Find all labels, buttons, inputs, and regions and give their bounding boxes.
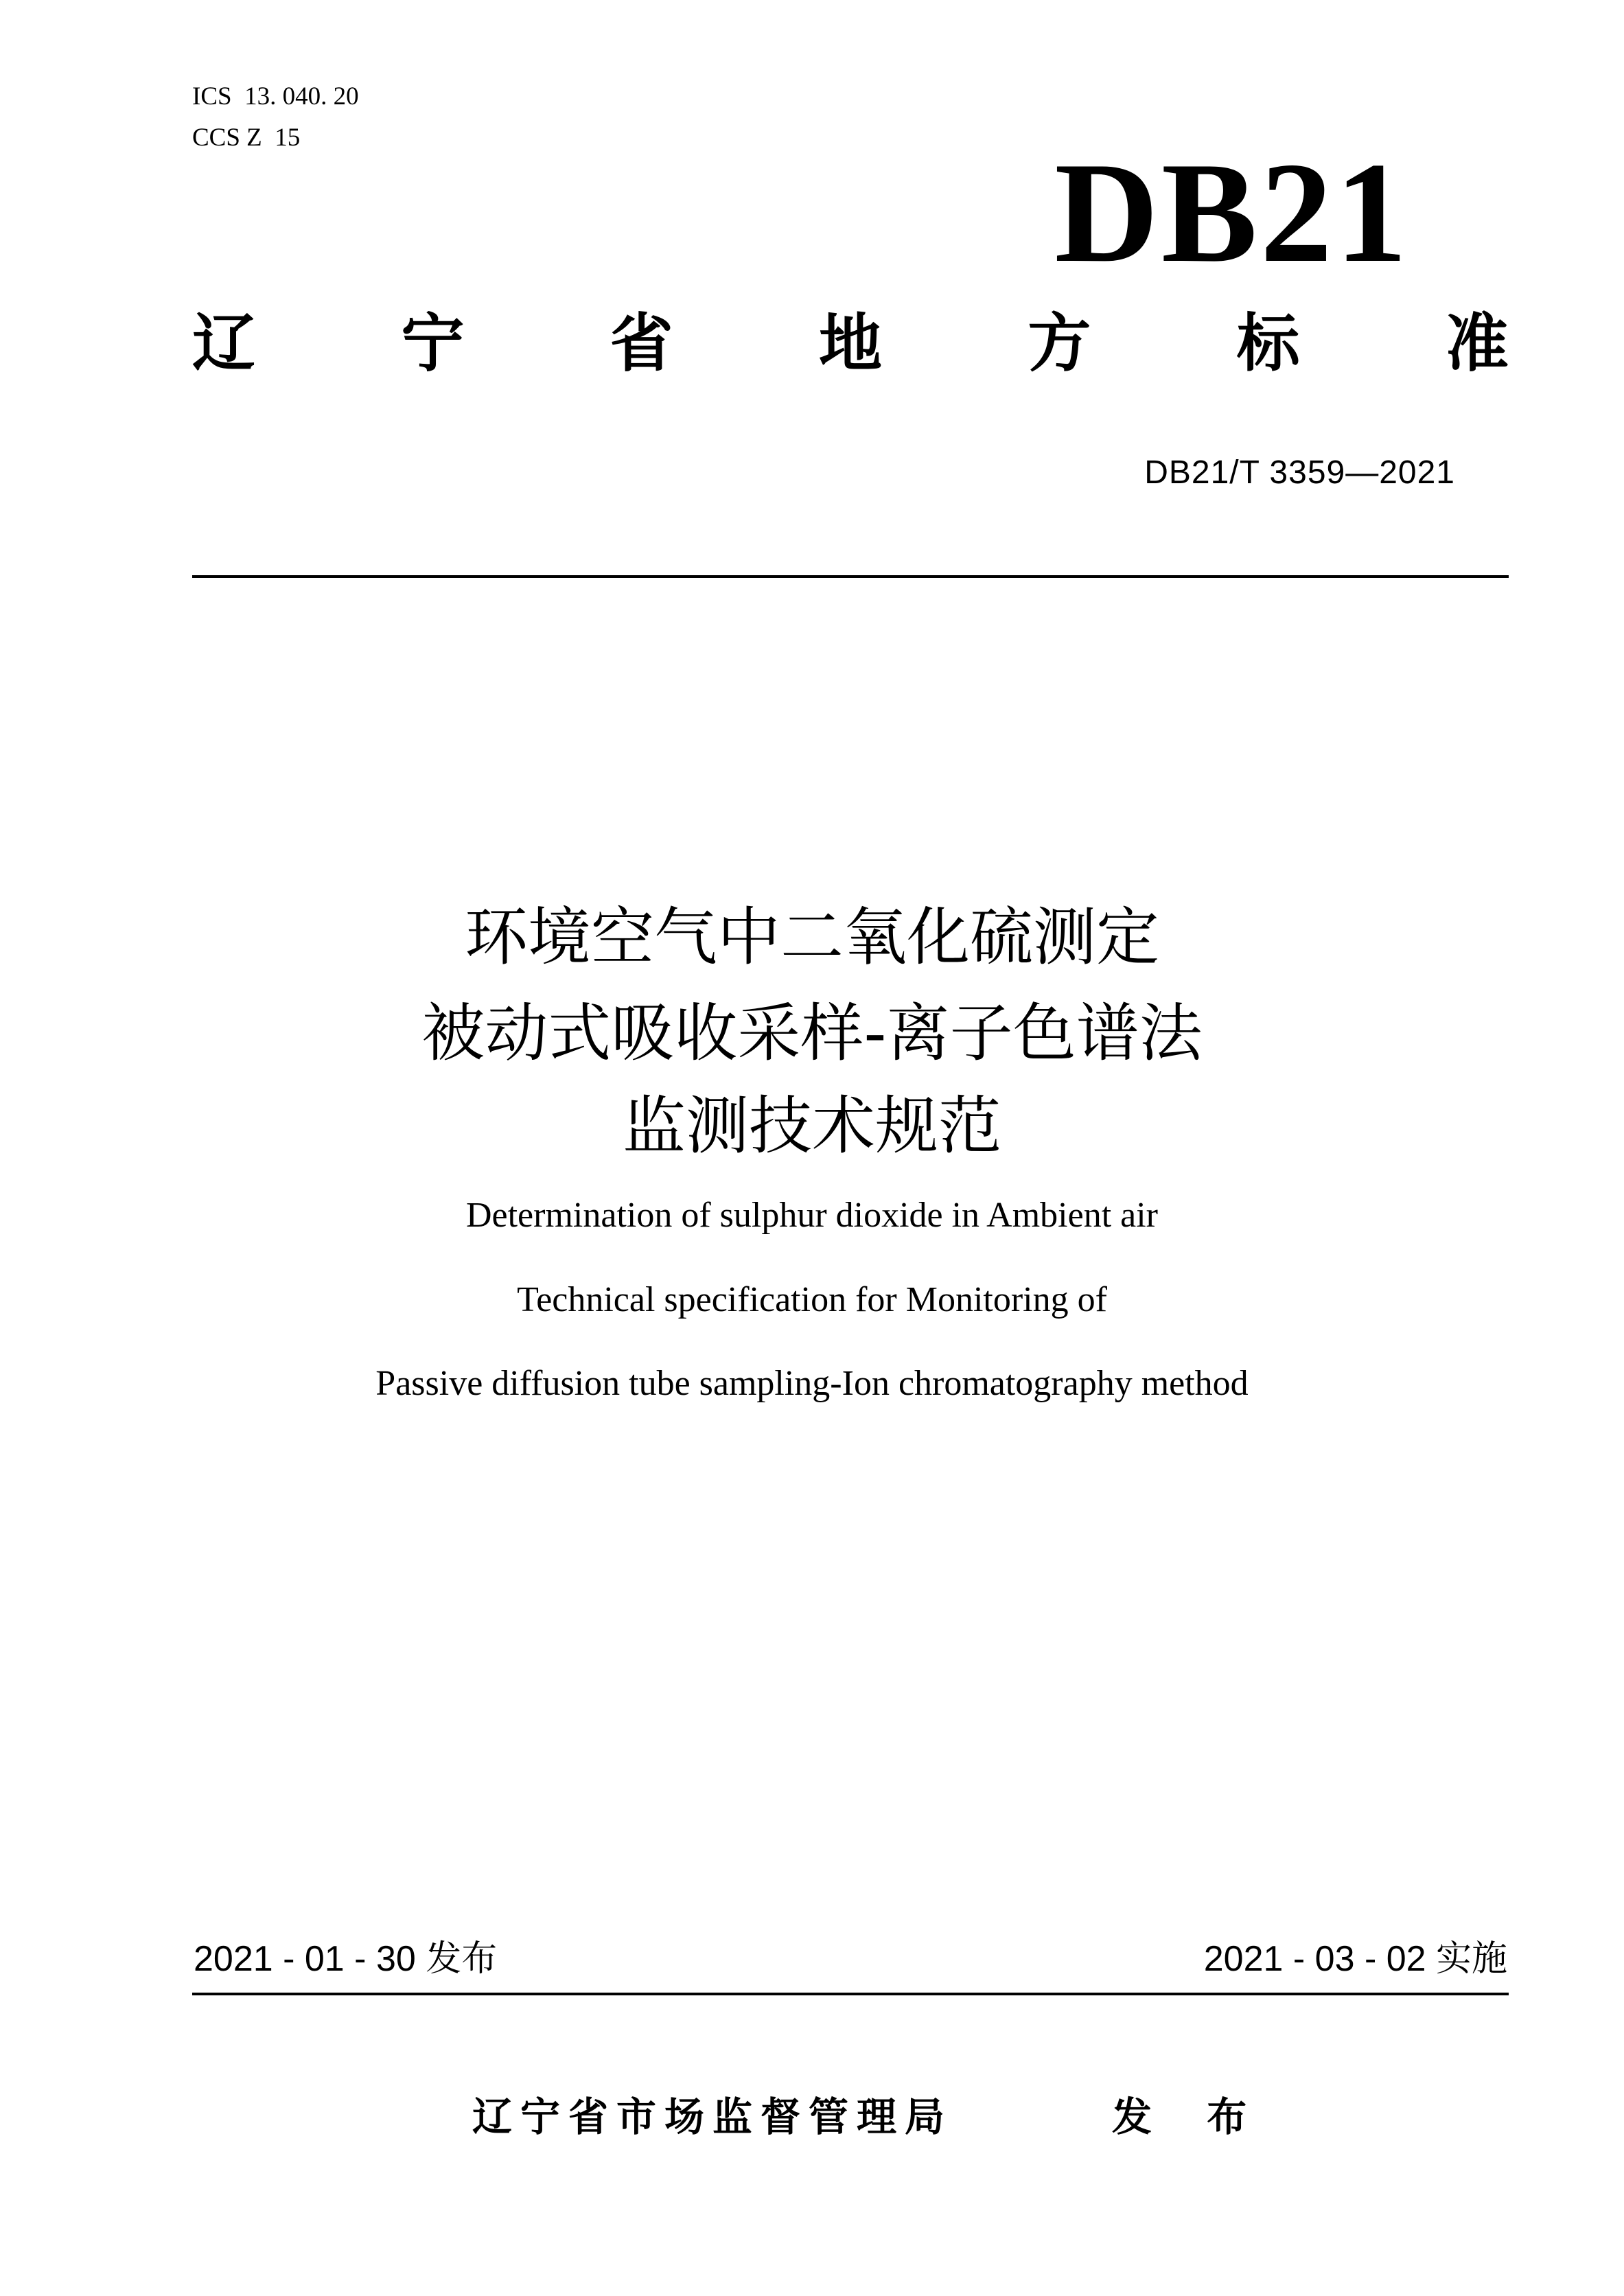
title-zh-line-1: 环境空气中二氧化硫测定 [464,901,1159,974]
title-en-line-2: Technical specification for Monitoring of [517,1280,1107,1319]
standard-type-char: 省 [610,307,673,380]
title-zh-line-2: 被动式吸收采样-离子色谱法 [421,997,1203,1070]
title-zh-line-3: 监测技术规范 [622,1089,1001,1163]
issuing-authority: 辽宁省市场监督管理局 [472,2094,953,2140]
standard-type-char: 地 [818,307,882,380]
title-en-line-1: Determination of sulphur dioxide in Ambient air [465,1196,1159,1235]
standard-number: DB21/T 3359—2021 [1144,454,1455,491]
publish-date: 2021 - 01 - 30 发布 [194,1939,498,1979]
standard-type-char: 方 [1028,307,1091,380]
standard-type-heading [192,307,1509,380]
top-divider [192,575,1509,578]
bottom-divider [192,1993,1509,1995]
standard-type-char: 宁 [401,307,465,380]
standard-type-char: 标 [1236,307,1300,380]
standard-type-char: 辽 [192,307,256,380]
standard-type-char: 准 [1445,307,1509,380]
issue-label: 发 布 [1112,2094,1268,2140]
implementation-date: 2021 - 03 - 02 实施 [1203,1939,1507,1979]
title-en-line-3: Passive diffusion tube sampling-Ion chromatography method [375,1364,1249,1403]
ics-code: ICS 13. 040. 20 [192,82,359,111]
standard-code-logo: DB21 [1054,133,1410,292]
ccs-code: CCS Z 15 [192,124,301,152]
